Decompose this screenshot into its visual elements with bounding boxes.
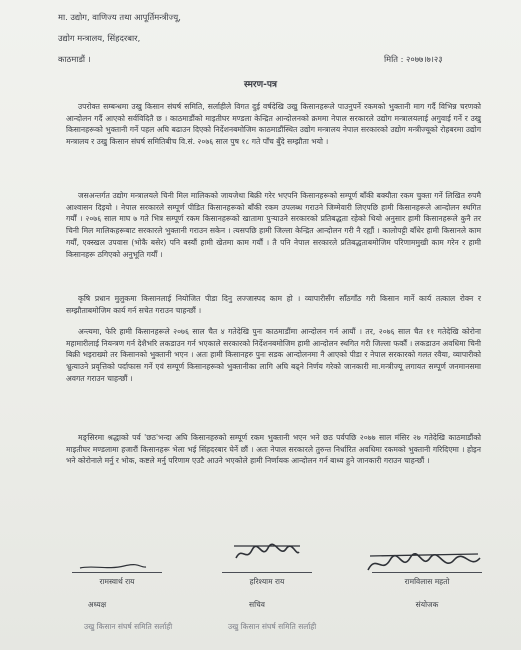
signature-line-3 — [372, 572, 482, 573]
letter-subject: स्मरण-पत्र — [244, 80, 277, 90]
paragraph-2-text: जसअन्तर्गत उद्योग मन्त्रालयले चिनी मिल मालिकको जायजेथा बिक्री गरेर भएपनि किसानहरूको सम्पूर्ण बाँकी बक्यौता रकम चुक्ता गर्ने लिखित रुपमै आश्वासन दिइयो । नेपाल सरकारले सम्पूर्ण पीडित किसानहरूको बाँकी रकम उपलब्ध गराउने जिम्मेवारी लिएपछि हामी किसानहरूले आन्दोलन स्थगित गर्यौं । २०७६ साल माघ ७ गते भित्र सम्पूर्ण रकम किसानहरूको खातामा पुऱ्याउने सरकारको प्रतिबद्धता रहेको थियो अनुसार हामी किसानहरूले कुनै तर चिनी मिल मालिकहरूबाट सरकारले भुक्तानी गराउन सकेन । त्यसपछि हामी जिल्ला केन्द्रित आन्दोलन गरी नै रह्यौं । कालोपट्टी बाँधेर हामी किसानले काम गर्यौं, एक्स्खल उपवास (भोकै बसेर) पनि बस्यौं हामी खेतमा काम गर्यौं । तै पनि नेपाल सरकारले प्रतिबद्धताबमोजिम परिणाममुखी काम गरेन र हामी किसानहरू ठगिएको अनुभूति गर्यौं । — [66, 191, 481, 259]
paragraph-4-text: अन्त्यमा, फेरि हामी किसानहरूले २०७६ साल चैत ४ गतेदेखि पुनः काठमाडौंमा आन्दोलन गर्न आयौं । तर, २०७६ साल चैत ११ गतेदेखि कोरोना महामारीलाई नियन्त्रण गर्न देशैभरि लकडाउन गर्न भएकाले सरकारको निर्देशनबमोजिम हामी आन्दोलन स्थगित गरी जिल्ला फर्कौं । लकडाउन अवधिमा चिनी बिक्री भइराख्यो तर किसानको भुक्तानी भएन । अतः हामी किसानहरु पुनः सडक आन्दोलनमा नै आएको पीडा र नेपाल सरकारको गलत रवैया, व्यापारीको भ्रुत्याउने प्रवृत्तिको पर्दाफास गर्ने एवं सम्पूर्ण किसानहरूको भुक्तानीका लागि अघि बढ्ने निर्णय गरेको जानकारी मा.मन्त्रीज्यू लगायत सम्पूर्ण जनमानसमा अवगत गराउन चाहन्छौं । — [66, 327, 481, 383]
paragraph-1 — [66, 101, 481, 148]
paragraph-2 — [66, 190, 481, 260]
paragraph-3 — [66, 293, 481, 316]
signature-line-1 — [72, 572, 162, 573]
signatory-2-org: उखु किसान संघर्ष समिति सर्लाही — [228, 622, 317, 631]
letter-date: मिति : २०७७।७।२३ — [384, 54, 443, 64]
signature-scrawl-2 — [232, 540, 302, 566]
signatory-1-name: रामस्वार्थ राय — [99, 577, 135, 586]
signatory-1-role: अध्यक्ष — [87, 600, 107, 609]
signatory-2-name: हरिश्याम राय — [249, 577, 285, 586]
signatory-3-role: संयोजक — [415, 600, 439, 609]
signature-scrawl-3 — [364, 548, 484, 578]
paragraph-5-text: मङ्सिरमा श्रद्धाको पर्व 'छठ'भन्दा अघि किसानहरुको सम्पूर्ण रकम भुक्तानी भएन भने छठ पर्वपछि २०७७ साल मंसिर २७ गतेदेखि काठमाडौंको माइतीघर मण्डलामा हजारौं किसानहरू भेला भई सिंहदरबार घेर्ने छौं । अतः नेपाल सरकारले तुरुन्त निर्धारित अवधिमा रकमको भुक्तानी गरिदिएमा । होइन भने कोरोनाले मर्नु र भोक, कष्टले मर्नु परिणाम एउटै आउने भएकोले हामी निर्णायक आन्दोलन गर्न बाध्य हुने जानकारी गराउन चाहन्छौं । — [66, 433, 481, 466]
addressee-line-3: काठमाडौं । — [58, 54, 91, 64]
paragraph-5 — [66, 432, 481, 467]
signatory-3-name: रामविलास महतो — [404, 577, 450, 586]
addressee-line-2: उद्योग मन्त्रालय, सिंहदरबार, — [58, 33, 141, 43]
signatory-1-org: उखु किसान संघर्ष समिति सर्लाही — [84, 622, 173, 631]
signature-line-2 — [222, 572, 312, 573]
paragraph-4 — [66, 326, 481, 385]
signature-scrawl-1 — [78, 562, 148, 572]
paragraph-1-text: उपरोक्त सम्बन्धमा उखु किसान संघर्ष समिति, सर्लाहीले विगत दुई वर्षदेखि उखु किसानहरूले पाउनुपर्ने रकमको भुक्तानी माग गर्दै विभिन्न चरणको आन्दोलन गर्दै आएको सर्वविदितै छ । काठमाडौंको माइतीघर मण्डला केन्द्रित आन्दोलनको क्रममा नेपाल सरकारले उद्योग मन्त्रालयलाई अगुवाई गर्ने र उखु किसानहरूको भुक्तानी गर्ने पहल अघि बढाउन दिएको निर्देशनबमोजिम काठमाडौंस्थित उद्योग मन्त्रालय नेपाल सरकारको उद्योग मन्त्रीज्यूको रोहबरमा उद्योग मन्त्रालय र उखु किसान संघर्ष समितिबीच वि.सं. २०७६ साल पुष १८ गते पाँच बुँदे सम्झौता भयो । — [66, 102, 481, 147]
paragraph-3-text: कृषि प्रधान मुलुकमा किसानलाई नियोजित पीडा दिनु लज्जास्पद काम हो । व्यापारीसँग साँठगाँठ गरी किसान मार्ने कार्य तत्काल रोक्न र सम्झौताबमोजिम कार्य गर्न सचेत गराउन चाहन्छौं । — [66, 294, 481, 315]
signatory-2-role: सचिव — [249, 600, 265, 609]
addressee-line-1: मा. उद्योग, वाणिज्य तथा आपूर्तिमन्त्रीज्यू, — [58, 12, 181, 22]
